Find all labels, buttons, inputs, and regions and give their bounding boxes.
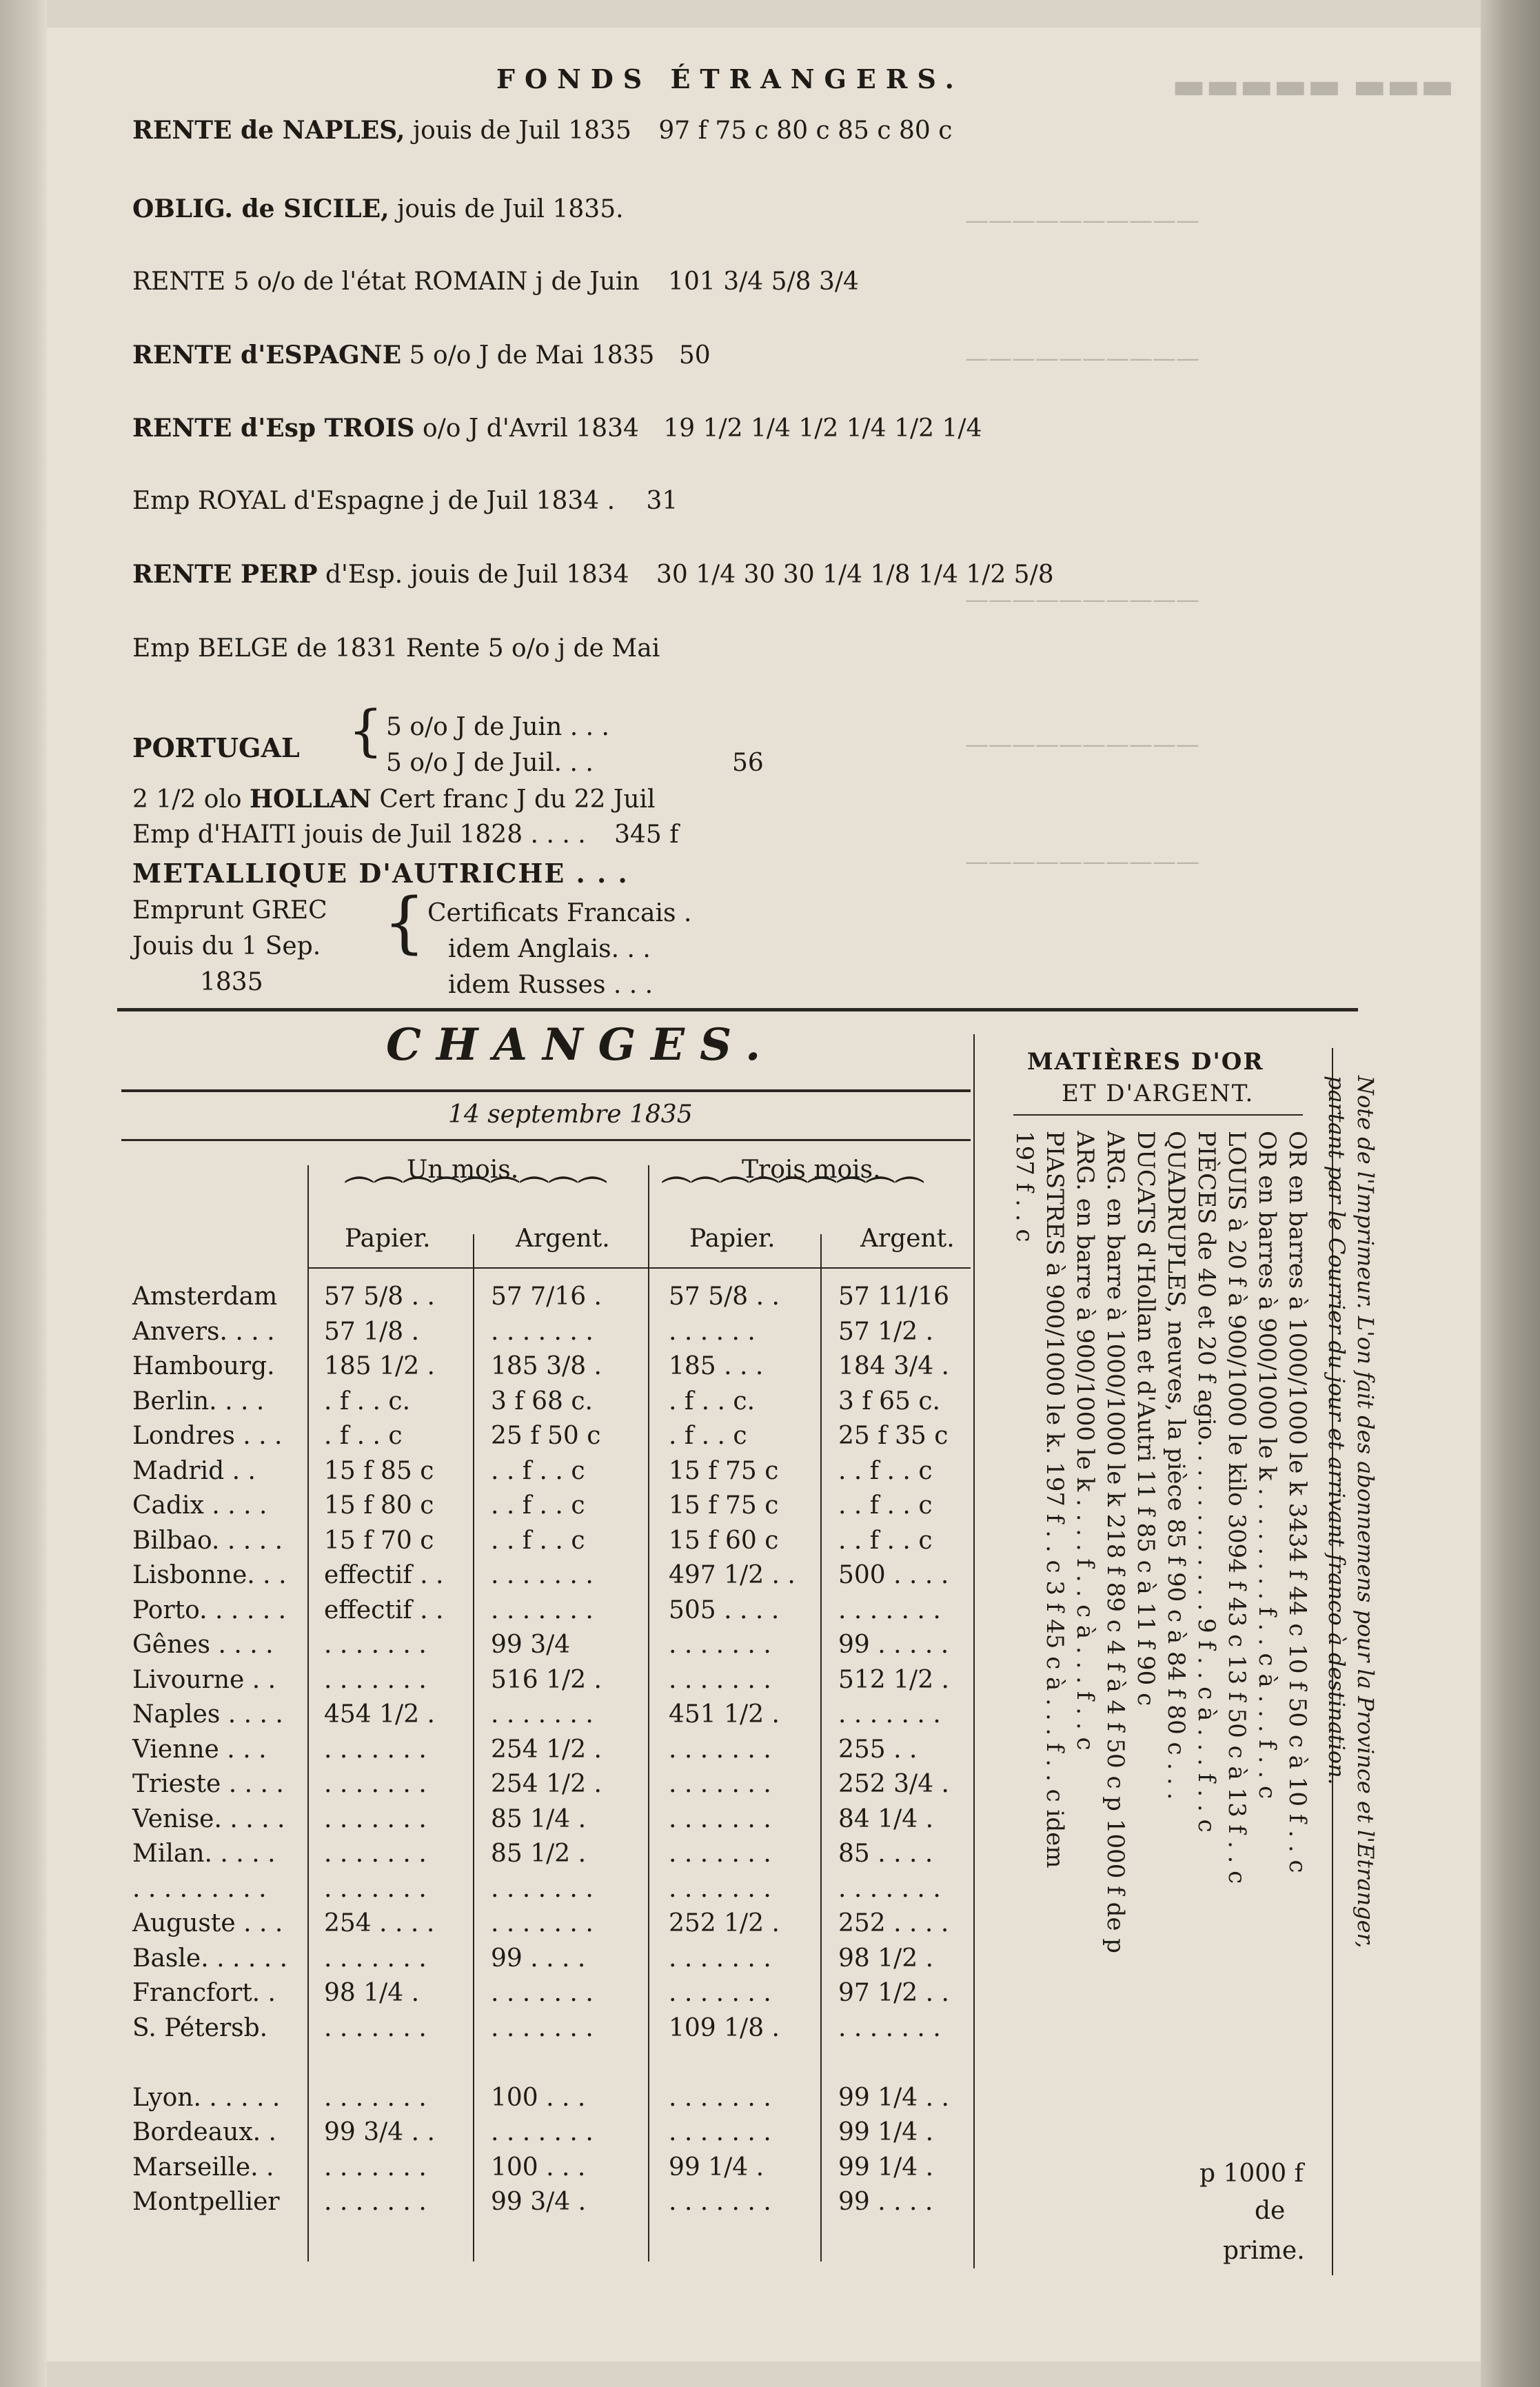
matieres-line: PIÈCES de 40 et 20 f agio. . . . . . . . . . . . 9 f . . c à . . . f . . c xyxy=(1193,1131,1220,1833)
grec-line: 1835 xyxy=(200,968,263,996)
changes-title: CHANGES. xyxy=(386,1019,776,1071)
exchange-value: . . . . . . . xyxy=(669,1979,771,2007)
exchange-value: . . . . . . . xyxy=(838,1875,941,1903)
exchange-value: . . . . . . . xyxy=(324,1805,427,1833)
portugal-brace: { xyxy=(348,698,383,763)
exchange-city: Lisbonne. . . xyxy=(132,1561,287,1589)
exchange-value: 185 1/2 . xyxy=(324,1352,435,1380)
fonds-row xyxy=(132,785,656,814)
exchange-value: . f . . c xyxy=(324,1422,403,1450)
exchange-value: 99 3/4 . xyxy=(491,2188,587,2216)
fonds-price: 31 xyxy=(646,487,678,515)
fonds-detail: 2 1/2 olo xyxy=(132,785,242,814)
column-header: Papier. xyxy=(689,1225,776,1253)
matieres-line: QUADRUPLES, neuves, la pièce 85 f 90 c à 84 f 80 c . . . xyxy=(1162,1131,1190,1800)
page-left-edge xyxy=(0,0,47,2387)
exchange-value: 252 3/4 . xyxy=(838,1770,949,1798)
exchange-value: 100 . . . xyxy=(491,2084,586,2112)
exchange-value: . . . . . . . xyxy=(324,1944,427,1973)
exchange-value: 15 f 75 c xyxy=(669,1491,779,1520)
exchange-value: 15 f 80 c xyxy=(324,1491,434,1520)
changes-rule xyxy=(121,1089,971,1092)
exchange-value: 454 1/2 . xyxy=(324,1700,435,1729)
exchange-city: Montpellier xyxy=(132,2188,280,2216)
exchange-value: 252 . . . . xyxy=(838,1909,949,1937)
exchange-value: 85 1/4 . xyxy=(491,1805,587,1833)
exchange-value: . . . . . . . xyxy=(324,2084,427,2112)
portugal-label: PORTUGAL xyxy=(132,732,300,763)
exchange-value: 516 1/2 . xyxy=(491,1666,602,1694)
fonds-row xyxy=(132,634,660,663)
note-imprimeur: partant par le Courrier du jour et arrivant franco à destination. xyxy=(1324,1076,1350,1785)
exchange-value: 99 . . . . . xyxy=(838,1631,949,1659)
note-imprimeur: Note de l'Imprimeur. L'on fait des abonnemens pour la Province et l'Etranger, xyxy=(1352,1076,1379,1948)
exchange-value: 99 3/4 . . xyxy=(324,2118,435,2146)
fonds-row xyxy=(132,560,1054,589)
exchange-city: Porto. . . . . . xyxy=(132,1596,287,1624)
fonds-label: OBLIG. de SICILE, xyxy=(132,194,389,223)
bleed-through: —————————— xyxy=(965,586,1199,614)
exchange-value: . . . . . . . xyxy=(838,2014,941,2042)
column-separator xyxy=(648,1165,649,2262)
matieres-line: 197 f . . c xyxy=(1011,1131,1038,1242)
exchange-value: . . . . . . xyxy=(669,1318,756,1346)
exchange-value: 512 1/2 . xyxy=(838,1666,949,1694)
exchange-value: 497 1/2 . . xyxy=(669,1561,796,1589)
fonds-row xyxy=(132,194,624,223)
metallique-label: METALLIQUE D'AUTRICHE . . . xyxy=(132,858,629,889)
fonds-label: HOLLAN xyxy=(250,785,372,814)
exchange-value: 100 . . . xyxy=(491,2153,586,2182)
fonds-detail: jouis de Juil 1828 . . . . xyxy=(304,820,586,849)
exchange-city: Livourne . . xyxy=(132,1666,276,1694)
prime-text: p 1000 f xyxy=(1199,2159,1304,2188)
exchange-value: . . . . . . . xyxy=(669,1805,771,1833)
exchange-value: . . . . . . . xyxy=(669,1666,771,1694)
fonds-label: Emp BELGE xyxy=(132,634,289,663)
exchange-value: 254 1/2 . xyxy=(491,1735,602,1764)
group-brace: ⏜⏜⏜⏜⏜⏜⏜⏜⏜ xyxy=(345,1176,607,1211)
fonds-label: RENTE 5 o/o de l'état ROMAIN xyxy=(132,268,528,296)
exchange-value: . . . . . . . xyxy=(491,1875,594,1903)
prime-text: de xyxy=(1255,2197,1286,2225)
fonds-label: RENTE PERP xyxy=(132,560,318,589)
exchange-city: Gênes . . . . xyxy=(132,1631,274,1659)
fonds-detail: jouis de Juil 1835. xyxy=(397,195,624,223)
exchange-value: 99 1/4 . xyxy=(669,2153,764,2182)
exchange-value: 99 . . . . xyxy=(491,1944,586,1973)
fonds-label: Emp d'HAITI xyxy=(132,820,296,849)
fonds-detail: j de Juin xyxy=(535,268,640,296)
exchange-value: 15 f 75 c xyxy=(669,1457,779,1485)
exchange-city: Amsterdam xyxy=(132,1282,278,1311)
fonds-price: 30 1/4 30 30 1/4 1/8 1/4 1/2 5/8 xyxy=(656,561,1054,589)
matieres-title: ET D'ARGENT. xyxy=(1062,1080,1255,1107)
exchange-value: 109 1/8 . xyxy=(669,2014,780,2042)
exchange-value: 99 1/4 . xyxy=(838,2118,934,2146)
exchange-value: . . . . . . . xyxy=(491,1596,594,1624)
fonds-row xyxy=(132,341,711,370)
exchange-value: . . . . . . . xyxy=(324,2188,427,2216)
column-header: Papier. xyxy=(345,1225,431,1253)
exchange-value: . . . . . . . xyxy=(324,1840,427,1868)
column-header: Argent. xyxy=(860,1225,955,1253)
bleed-through: —————————— xyxy=(965,848,1199,876)
fonds-label: RENTE d'ESPAGNE xyxy=(132,341,402,370)
exchange-value: 254 1/2 . xyxy=(491,1770,602,1798)
exchange-value: 185 . . . xyxy=(669,1352,764,1380)
exchange-value: 99 1/4 . xyxy=(838,2153,934,2182)
exchange-city: Venise. . . . . xyxy=(132,1805,285,1833)
exchange-value: . . . . . . . xyxy=(324,2014,427,2042)
exchange-value: . . . . . . . xyxy=(669,1631,771,1659)
exchange-value: 57 1/8 . xyxy=(324,1318,420,1346)
exchange-value: . f . . c xyxy=(669,1422,747,1450)
exchange-value: . . . . . . . xyxy=(491,1561,594,1589)
fonds-row xyxy=(132,116,952,145)
grec-line: idem Anglais. . . xyxy=(448,935,651,963)
exchange-value: . . . . . . . xyxy=(491,1318,594,1346)
exchange-value: 85 . . . . xyxy=(838,1840,933,1868)
fonds-heading: FONDS ÉTRANGERS. xyxy=(496,63,964,94)
prime-text: prime. xyxy=(1223,2237,1305,2265)
exchange-value: 99 1/4 . . xyxy=(838,2084,949,2112)
grec-line: idem Russes . . . xyxy=(448,971,654,999)
matieres-title: MATIÈRES D'OR xyxy=(1027,1048,1264,1076)
fonds-label: RENTE d'Esp TROIS xyxy=(132,414,415,443)
group-header: Trois mois. xyxy=(742,1156,881,1184)
exchange-city: Madrid . . xyxy=(132,1457,256,1485)
exchange-city: Naples . . . . xyxy=(132,1700,283,1729)
exchange-value: 99 3/4 xyxy=(491,1631,571,1659)
exchange-value: 252 1/2 . xyxy=(669,1909,780,1937)
exchange-value: 3 f 68 c. xyxy=(491,1387,593,1416)
page-right-edge xyxy=(1481,0,1540,2387)
fonds-row xyxy=(132,268,859,296)
exchange-value: . f . . c. xyxy=(669,1387,756,1416)
exchange-value: . . . . . . . xyxy=(324,1631,427,1659)
group-header: Un mois. xyxy=(407,1156,519,1184)
exchange-city: Lyon. . . . . . xyxy=(132,2084,281,2112)
exchange-value: . . . . . . . xyxy=(669,1770,771,1798)
fonds-price: 101 3/4 5/8 3/4 xyxy=(668,268,859,296)
exchange-value: 84 1/4 . xyxy=(838,1805,934,1833)
exchange-value: 254 . . . . xyxy=(324,1909,435,1937)
column-separator xyxy=(307,1165,309,2262)
column-separator xyxy=(820,1234,822,2262)
fonds-detail: j de Juil 1834 . xyxy=(432,487,616,515)
exchange-value: . . . . . . . xyxy=(324,1666,427,1694)
column-separator xyxy=(973,1034,975,2268)
exchange-city: Basle. . . . . . xyxy=(132,1944,288,1973)
bleed-through: —————————— xyxy=(965,345,1199,372)
section-rule xyxy=(117,1008,1358,1011)
column-separator xyxy=(473,1234,474,2262)
exchange-value: . . . . . . . xyxy=(324,2153,427,2182)
bleed-through: —————————— xyxy=(965,207,1199,234)
exchange-city: . . . . . . . . . xyxy=(132,1875,267,1903)
exchange-value: 57 5/8 . . xyxy=(324,1282,435,1311)
exchange-city: Vienne . . . xyxy=(132,1735,267,1764)
exchange-value: . . . . . . . xyxy=(669,1944,771,1973)
portugal-line: 5 o/o J de Juil. . . xyxy=(386,749,594,777)
exchange-value: . . f . . c xyxy=(838,1457,933,1485)
fonds-detail: o/o J d'Avril 1834 xyxy=(423,414,639,443)
exchange-value: . . f . . c xyxy=(491,1491,585,1520)
exchange-value: . . . . . . . xyxy=(669,2118,771,2146)
bleed-through: —————————— xyxy=(965,731,1199,758)
exchange-city: Anvers. . . . xyxy=(132,1318,275,1346)
fonds-row xyxy=(132,414,982,443)
fonds-label: Emp ROYAL d'Espagne xyxy=(132,487,425,515)
matieres-line: ARG. en barre à 1000/1000 le k 218 f 89 c 4 f à 4 f 50 c p 1000 f de p xyxy=(1102,1131,1129,1954)
portugal-price: 56 xyxy=(732,749,764,777)
matieres-line: LOUIS à 20 f à 900/1000 le kilo 3094 f 43 c 13 f 50 c à 13 f . . c xyxy=(1223,1131,1250,1884)
exchange-city: Bilbao. . . . . xyxy=(132,1527,283,1555)
exchange-value: 500 . . . . xyxy=(838,1561,949,1589)
changes-rule xyxy=(121,1139,971,1141)
exchange-city: Hambourg. xyxy=(132,1352,275,1380)
matieres-line: ARG. en barre à 900/1000 le k . . . . f . . c à . . . f . . c xyxy=(1071,1131,1099,1751)
column-header: Argent. xyxy=(516,1225,610,1253)
exchange-value: . . . . . . . xyxy=(491,2014,594,2042)
fonds-label: RENTE de NAPLES, xyxy=(132,116,405,145)
matieres-line: OR en barres à 900/1000 le k . . . . . . . . f . . c à . . . f . . c xyxy=(1253,1131,1281,1799)
fonds-price: 19 1/2 1/4 1/2 1/4 1/2 1/4 xyxy=(663,414,982,443)
exchange-value: 3 f 65 c. xyxy=(838,1387,940,1416)
exchange-city: Londres . . . xyxy=(132,1422,283,1450)
exchange-value: 451 1/2 . xyxy=(669,1700,780,1729)
grec-line: Emprunt GREC xyxy=(132,896,327,925)
fonds-detail: d'Esp. jouis de Juil 1834 xyxy=(325,561,629,589)
exchange-value: 15 f 60 c xyxy=(669,1527,779,1555)
exchange-value: 25 f 50 c xyxy=(491,1422,601,1450)
exchange-value: . . . . . . . xyxy=(491,1979,594,2007)
matieres-line: DUCATS d'Hollan et d'Autri 11 f 85 c à 11 f 90 c xyxy=(1132,1131,1159,1706)
exchange-value: 184 3/4 . xyxy=(838,1352,949,1380)
exchange-value: 85 1/2 . xyxy=(491,1840,587,1868)
header-rule xyxy=(307,1267,971,1269)
exchange-value: . . . . . . . xyxy=(838,1700,941,1729)
fonds-row xyxy=(132,487,678,515)
fonds-price: 97 f 75 c 80 c 85 c 80 c xyxy=(658,117,953,145)
exchange-value: . . . . . . . xyxy=(669,1840,771,1868)
exchange-value: . . . . . . . xyxy=(838,1596,941,1624)
fonds-detail: Cert franc J du 22 Juil xyxy=(379,785,656,814)
exchange-city: Berlin. . . . xyxy=(132,1387,265,1416)
exchange-city: Milan. . . . . xyxy=(132,1840,276,1868)
exchange-value: 15 f 85 c xyxy=(324,1457,434,1485)
grec-line: Certificats Francais . xyxy=(427,899,692,927)
exchange-value: . . . . . . . xyxy=(324,1770,427,1798)
exchange-value: . . . . . . . xyxy=(491,1700,594,1729)
exchange-city: S. Pétersb. xyxy=(132,2014,268,2042)
fonds-price: 345 f xyxy=(614,820,679,849)
exchange-value: 99 . . . . xyxy=(838,2188,933,2216)
fonds-detail: de 1831 Rente 5 o/o j de Mai xyxy=(296,634,660,663)
exchange-value: effectif . . xyxy=(324,1561,444,1589)
exchange-value: 15 f 70 c xyxy=(324,1527,434,1555)
exchange-value: . . . . . . . xyxy=(491,2118,594,2146)
exchange-value: . . f . . c xyxy=(838,1491,933,1520)
exchange-value: 57 7/16 . xyxy=(491,1282,602,1311)
exchange-value: . . f . . c xyxy=(491,1457,585,1485)
portugal-line: 5 o/o J de Juin . . . xyxy=(386,713,609,741)
exchange-value: . . . . . . . xyxy=(324,1875,427,1903)
fonds-detail: jouis de Juil 1835 xyxy=(413,117,631,145)
exchange-value: 25 f 35 c xyxy=(838,1422,949,1450)
exchange-value: 57 1/2 . xyxy=(838,1318,934,1346)
exchange-value: 57 11/16 xyxy=(838,1282,949,1311)
exchange-value: 185 3/8 . xyxy=(491,1352,602,1380)
exchange-value: . . f . . c xyxy=(491,1527,585,1555)
exchange-value: 57 5/8 . . xyxy=(669,1282,780,1311)
exchange-value: 505 . . . . xyxy=(669,1596,780,1624)
matieres-rule xyxy=(1013,1114,1303,1116)
exchange-city: Trieste . . . . xyxy=(132,1770,284,1798)
matieres-line: OR en barres à 1000/1000 le k 3434 f 44 c 10 f 50 c à 10 f . . c xyxy=(1284,1131,1311,1873)
exchange-value: . . . . . . . xyxy=(324,1735,427,1764)
exchange-value: . . . . . . . xyxy=(491,1909,594,1937)
fonds-price: 50 xyxy=(678,341,711,370)
exchange-value: . . . . . . . xyxy=(669,1875,771,1903)
exchange-city: Francfort. . xyxy=(132,1979,276,2007)
exchange-city: Auguste . . . xyxy=(132,1909,283,1937)
exchange-value: . f . . c. xyxy=(324,1387,411,1416)
exchange-value: . . . . . . . xyxy=(669,2084,771,2112)
exchange-value: . . . . . . . xyxy=(669,2188,771,2216)
exchange-city: Cadix . . . . xyxy=(132,1491,267,1520)
grec-line: Jouis du 1 Sep. xyxy=(132,932,321,960)
grec-brace: { xyxy=(383,884,426,961)
exchange-value: effectif . . xyxy=(324,1596,444,1624)
exchange-value: 255 . . xyxy=(838,1735,918,1764)
exchange-value: 98 1/2 . xyxy=(838,1944,934,1973)
exchange-value: . . . . . . . xyxy=(669,1735,771,1764)
bleed-through: ▬▬▬ ▬▬▬▬▬ xyxy=(1172,66,1455,107)
exchange-value: 98 1/4 . xyxy=(324,1979,420,2007)
matieres-line: PIASTRES à 900/1000 le k. 197 f . . c 3 f 45 c à . . . f . . c idem xyxy=(1041,1131,1068,1869)
exchange-value: 97 1/2 . . xyxy=(838,1979,949,2007)
changes-date: 14 septembre 1835 xyxy=(448,1100,693,1129)
exchange-value: . . f . . c xyxy=(838,1527,933,1555)
fonds-detail: 5 o/o J de Mai 1835 xyxy=(409,341,655,370)
exchange-city: Bordeaux. . xyxy=(132,2118,276,2146)
group-brace: ⏜⏜⏜⏜⏜⏜⏜⏜⏜ xyxy=(662,1176,924,1211)
exchange-city: Marseille. . xyxy=(132,2153,274,2182)
fonds-row xyxy=(132,820,679,849)
